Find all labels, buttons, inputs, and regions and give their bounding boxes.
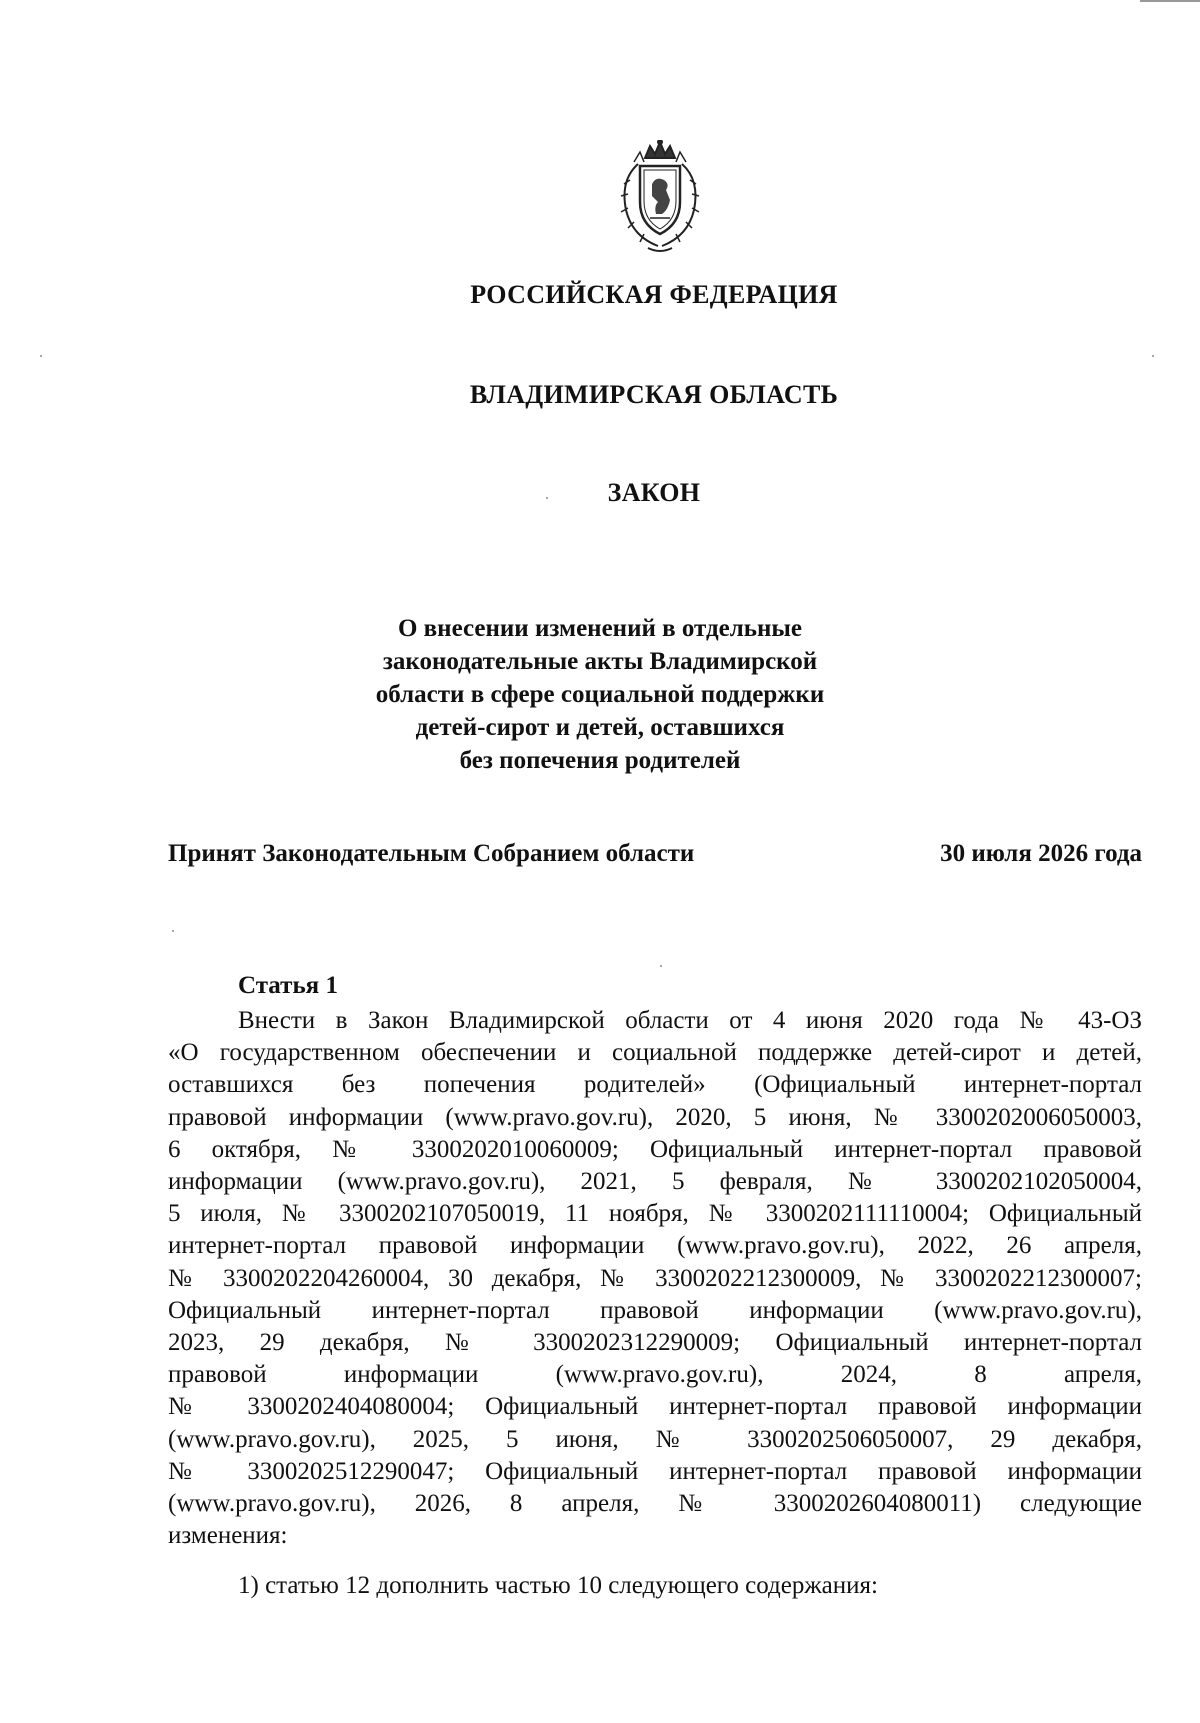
- article-line: 5 июля, № 3300202107050019, 11 ноября, № 3300202111110004; Официальный: [168, 1200, 1142, 1228]
- article-line: Внести в Закон Владимирской области от 4 июня 2020 года № 43-ОЗ: [238, 1007, 1142, 1034]
- law-title-line: детей-сирот и детей, оставшихся: [415, 714, 785, 741]
- article-line: № 3300202512290047; Официальный интернет-портал правовой информации: [168, 1457, 1142, 1485]
- adopted-statement: Принят Законодательным Собранием области: [168, 840, 695, 867]
- article-line: № 3300202204260004, 30 декабря, № 3300202212300009, № 3300202212300007;: [168, 1264, 1142, 1292]
- scan-speck: [172, 930, 174, 932]
- article-line: 2023, 29 декабря, № 3300202312290009; Официальный интернет-портал: [168, 1329, 1142, 1357]
- scan-edge-mark: [1140, 0, 1200, 2]
- scan-speck: [1152, 355, 1154, 357]
- article-line: оставшихся без попечения родителей» (Официальный интернет-портал: [168, 1071, 1142, 1099]
- article-line: (www.pravo.gov.ru), 2025, 5 июня, № 3300202506050007, 29 декабря,: [168, 1425, 1142, 1453]
- scan-speck: [40, 355, 42, 357]
- coat-of-arms-icon: [610, 140, 710, 255]
- article-item-1: 1) статью 12 дополнить частью 10 следующего содержания:: [238, 1572, 878, 1599]
- article-title: Статья 1: [238, 972, 338, 999]
- law-title-line: области в сфере социальной поддержки: [375, 681, 825, 708]
- header-region: ВЛАДИМИРСКАЯ ОБЛАСТЬ: [469, 380, 839, 409]
- adopted-date: 30 июля 2026 года: [940, 840, 1142, 867]
- article-line: № 3300202404080004; Официальный интернет-портал правовой информации: [168, 1393, 1142, 1421]
- scan-speck: [546, 497, 548, 499]
- article-line: (www.pravo.gov.ru), 2026, 8 апреля, № 3300202604080011) следующие: [168, 1490, 1142, 1518]
- article-line: информации (www.pravo.gov.ru), 2021, 5 февраля, № 3300202102050004,: [168, 1168, 1142, 1196]
- article-body: [168, 1005, 1142, 1552]
- law-title: [330, 612, 870, 777]
- law-title-line: законодательные акты Владимирской: [382, 648, 818, 675]
- article-line: правовой информации (www.pravo.gov.ru), 2020, 5 июня, № 3300202006050003,: [168, 1103, 1142, 1131]
- article-line: 6 октября, № 3300202010060009; Официальный интернет-портал правовой: [168, 1135, 1142, 1163]
- header-country: РОССИЙСКАЯ ФЕДЕРАЦИЯ: [470, 280, 838, 309]
- article-line: изменения:: [168, 1522, 288, 1550]
- article-line: интернет-портал правовой информации (www.pravo.gov.ru), 2022, 26 апреля,: [168, 1232, 1142, 1260]
- scan-speck: [660, 965, 662, 967]
- law-title-line: О внесении изменений в отдельные: [397, 615, 803, 642]
- header-doc-type: ЗАКОН: [607, 478, 701, 507]
- article-line: правовой информации (www.pravo.gov.ru), 2024, 8 апреля,: [168, 1361, 1142, 1389]
- article-line: Официальный интернет-портал правовой информации (www.pravo.gov.ru),: [168, 1296, 1142, 1324]
- article-line: «О государственном обеспечении и социальной поддержке детей-сирот и детей,: [168, 1039, 1142, 1067]
- law-title-line: без попечения родителей: [459, 747, 741, 774]
